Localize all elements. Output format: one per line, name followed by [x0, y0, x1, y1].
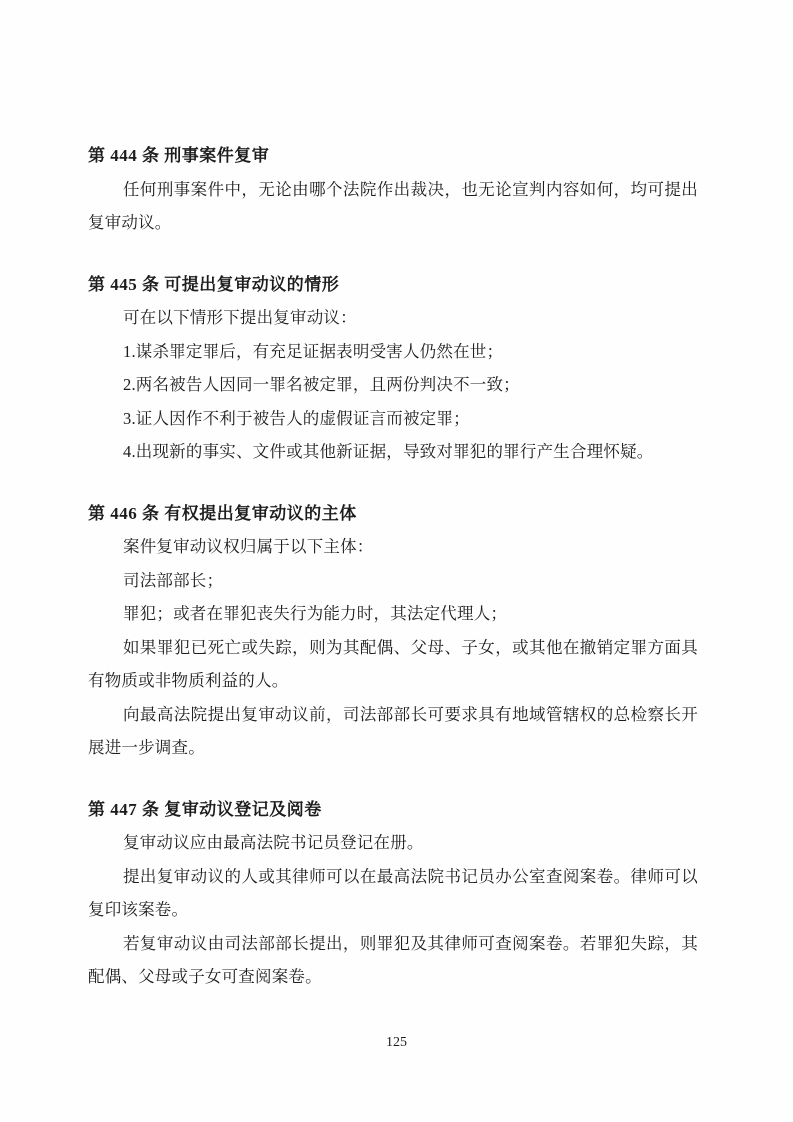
- article-445-item-1: 1.谋杀罪定罪后，有充足证据表明受害人仍然在世；: [123, 341, 504, 361]
- article-444: [88, 139, 698, 240]
- article-447-paragraph-2: 提出复审动议的人或其律师可以在最高法院书记员办公室查阅案卷。律师可以复印该案卷。: [88, 866, 698, 919]
- page-number: 125: [386, 1035, 407, 1050]
- article-445-item-2: 2.两名被告人因同一罪名被定罪，且两份判决不一致；: [123, 375, 520, 394]
- article-447-paragraph-3: 若复审动议由司法部部长提出，则罪犯及其律师可查阅案卷。若罪犯失踪，其配偶、父母或子女可查阅案卷。: [88, 933, 698, 986]
- article-446-subject-2: 罪犯；或者在罪犯丧失行为能力时，其法定代理人；: [123, 604, 508, 623]
- article-446: [88, 497, 698, 765]
- article-444-heading: 第 444 条 刑事案件复审: [88, 146, 270, 165]
- article-446-subject-3: 如果罪犯已死亡或失踪，则为其配偶、父母、子女，或其他在撤销定罪方面具有物质或非物质利益的人。: [88, 637, 698, 690]
- article-445-item-3: 3.证人因作不利于被告人的虚假证言而被定罪；: [123, 408, 470, 428]
- article-445: [88, 268, 698, 469]
- article-447-paragraph-1: 复审动议应由最高法院书记员登记在册。: [123, 833, 424, 852]
- article-446-closing: 向最高法院提出复审动议前，司法部部长可要求具有地域管辖权的总检察长开展进一步调查。: [88, 704, 698, 757]
- article-446-intro: 案件复审动议权归属于以下主体：: [123, 537, 374, 556]
- article-444-paragraph: 任何刑事案件中，无论由哪个法院作出裁决，也无论宣判内容如何，均可提出复审动议。: [88, 179, 698, 232]
- article-445-item-4: 4.出现新的事实、文件或其他新证据，导致对罪犯的罪行产生合理怀疑。: [123, 442, 654, 461]
- article-445-intro: 可在以下情形下提出复审动议：: [123, 308, 357, 327]
- article-446-heading: 第 446 条 有权提出复审动议的主体: [88, 503, 357, 523]
- article-446-subject-1: 司法部部长；: [123, 570, 224, 590]
- article-447-heading: 第 447 条 复审动议登记及阅卷: [88, 799, 322, 819]
- article-447: [88, 793, 698, 994]
- article-445-heading: 第 445 条 可提出复审动议的情形: [88, 274, 340, 294]
